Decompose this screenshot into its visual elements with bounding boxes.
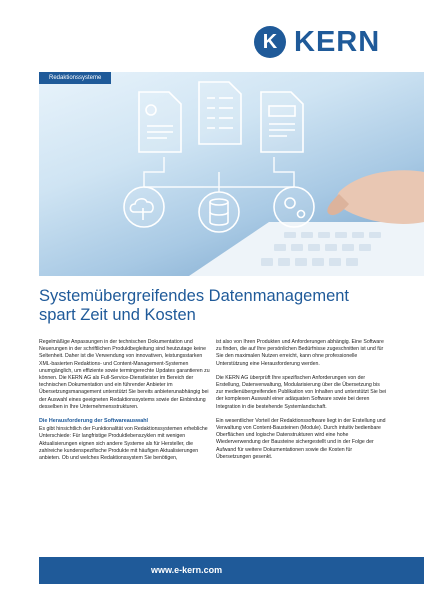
footer-bar bbox=[39, 557, 424, 584]
category-tag: Redaktionssysteme bbox=[39, 72, 111, 84]
kern-logo bbox=[254, 24, 386, 60]
paragraph: Ein wesentlicher Vorteil der Redaktionssoftware liegt in der Erstellung und Verwaltung von Content-Bausteinen (Module). Durch intuitiv bedienbare Oberflächen und logische Datenstrukturen wird eine hohe Wiederverwendung der Bausteine sichergestellt und in der Folge der Aufwand für weitere Dokumentationen sowie die Kosten für Übersetzungen gesenkt. bbox=[216, 417, 386, 460]
text-column-right bbox=[216, 339, 388, 468]
logo-mark: K bbox=[254, 26, 286, 58]
paragraph: Die KERN AG überprüft Ihre spezifischen Anforderungen von der Erstellung, Datenverwaltung, Modularisierung über die Übersetzung bis zur medienübergreifenden Publikation von Inhalten und unterstützt Sie bei der komplexen Auswahl einer adäquaten Software sowie bei deren Integration in die bestehende Systemlandschaft. bbox=[216, 374, 387, 410]
website-link[interactable]: www.e-kern.com bbox=[151, 565, 223, 575]
connector-lines bbox=[144, 157, 294, 192]
hand-shape bbox=[337, 170, 424, 224]
gear-icon bbox=[274, 187, 314, 227]
section-heading: Die Herausforderung der Softwareauswahl bbox=[39, 418, 149, 425]
logo-wordmark: KERN bbox=[294, 26, 381, 58]
database-icon bbox=[199, 192, 239, 232]
text-column-left bbox=[39, 339, 211, 469]
page-title bbox=[39, 287, 399, 325]
cloud-upload-icon bbox=[124, 187, 164, 227]
document-icon-2 bbox=[199, 82, 241, 144]
document-icon-1 bbox=[139, 92, 181, 152]
title-line-1: Systemübergreifendes Datenmanagement bbox=[39, 287, 350, 305]
paragraph: Regelmäßige Anpassungen in der technischen Dokumentation und Neuerungen in der schriftlichen Produktbegleitung sind heutzutage keine Seltenheit. Daher ist die Verwendung von innovativen, leistungsstarken XML-basierten Redaktions- und Content-Management-Systemen unumgänglich, um effiziente sowie termingerechte Updates garantieren zu können. Die KERN AG als Full-Service-Dienstleister im Bereich der technischen Dokumentation und ein führender Anbieter im Übersetzungsmanagement unterstützt Sie bereits anbieterunabhängig bei der Auswahl eines geeigneten Redaktionssystems sowie der Einbindung desselben in Ihre Unternehmensstrukturen. bbox=[39, 339, 210, 410]
paragraph: Es gibt hinsichtlich der Funktionalität von Redaktionssystemen erhebliche Unterschiede: Für langfristige Produktlebenszyklen mit wenigen Aktualisierungen eignen sich andere Systeme als für Hersteller, die zahlreiche kundenspezifische Produkte mit häufigen Aktualisierungen anbieten. Ob und welches Redaktionssystem Sie benötigen, bbox=[39, 426, 208, 462]
paragraph: ist also von Ihren Produkten und Anforderungen abhängig. Eine Software zu finden, die auf Ihre persönlichen Bedürfnisse zugeschnitten ist und für Sie den maximalen Nutzen erreicht, kann ohne professionelle Unterstützung eine Herausforderung werden. bbox=[216, 339, 384, 367]
hero-image bbox=[39, 72, 424, 276]
document-icon-3 bbox=[261, 92, 303, 152]
hero-illustration bbox=[39, 72, 424, 276]
title-line-2: spart Zeit und Kosten bbox=[39, 306, 196, 324]
